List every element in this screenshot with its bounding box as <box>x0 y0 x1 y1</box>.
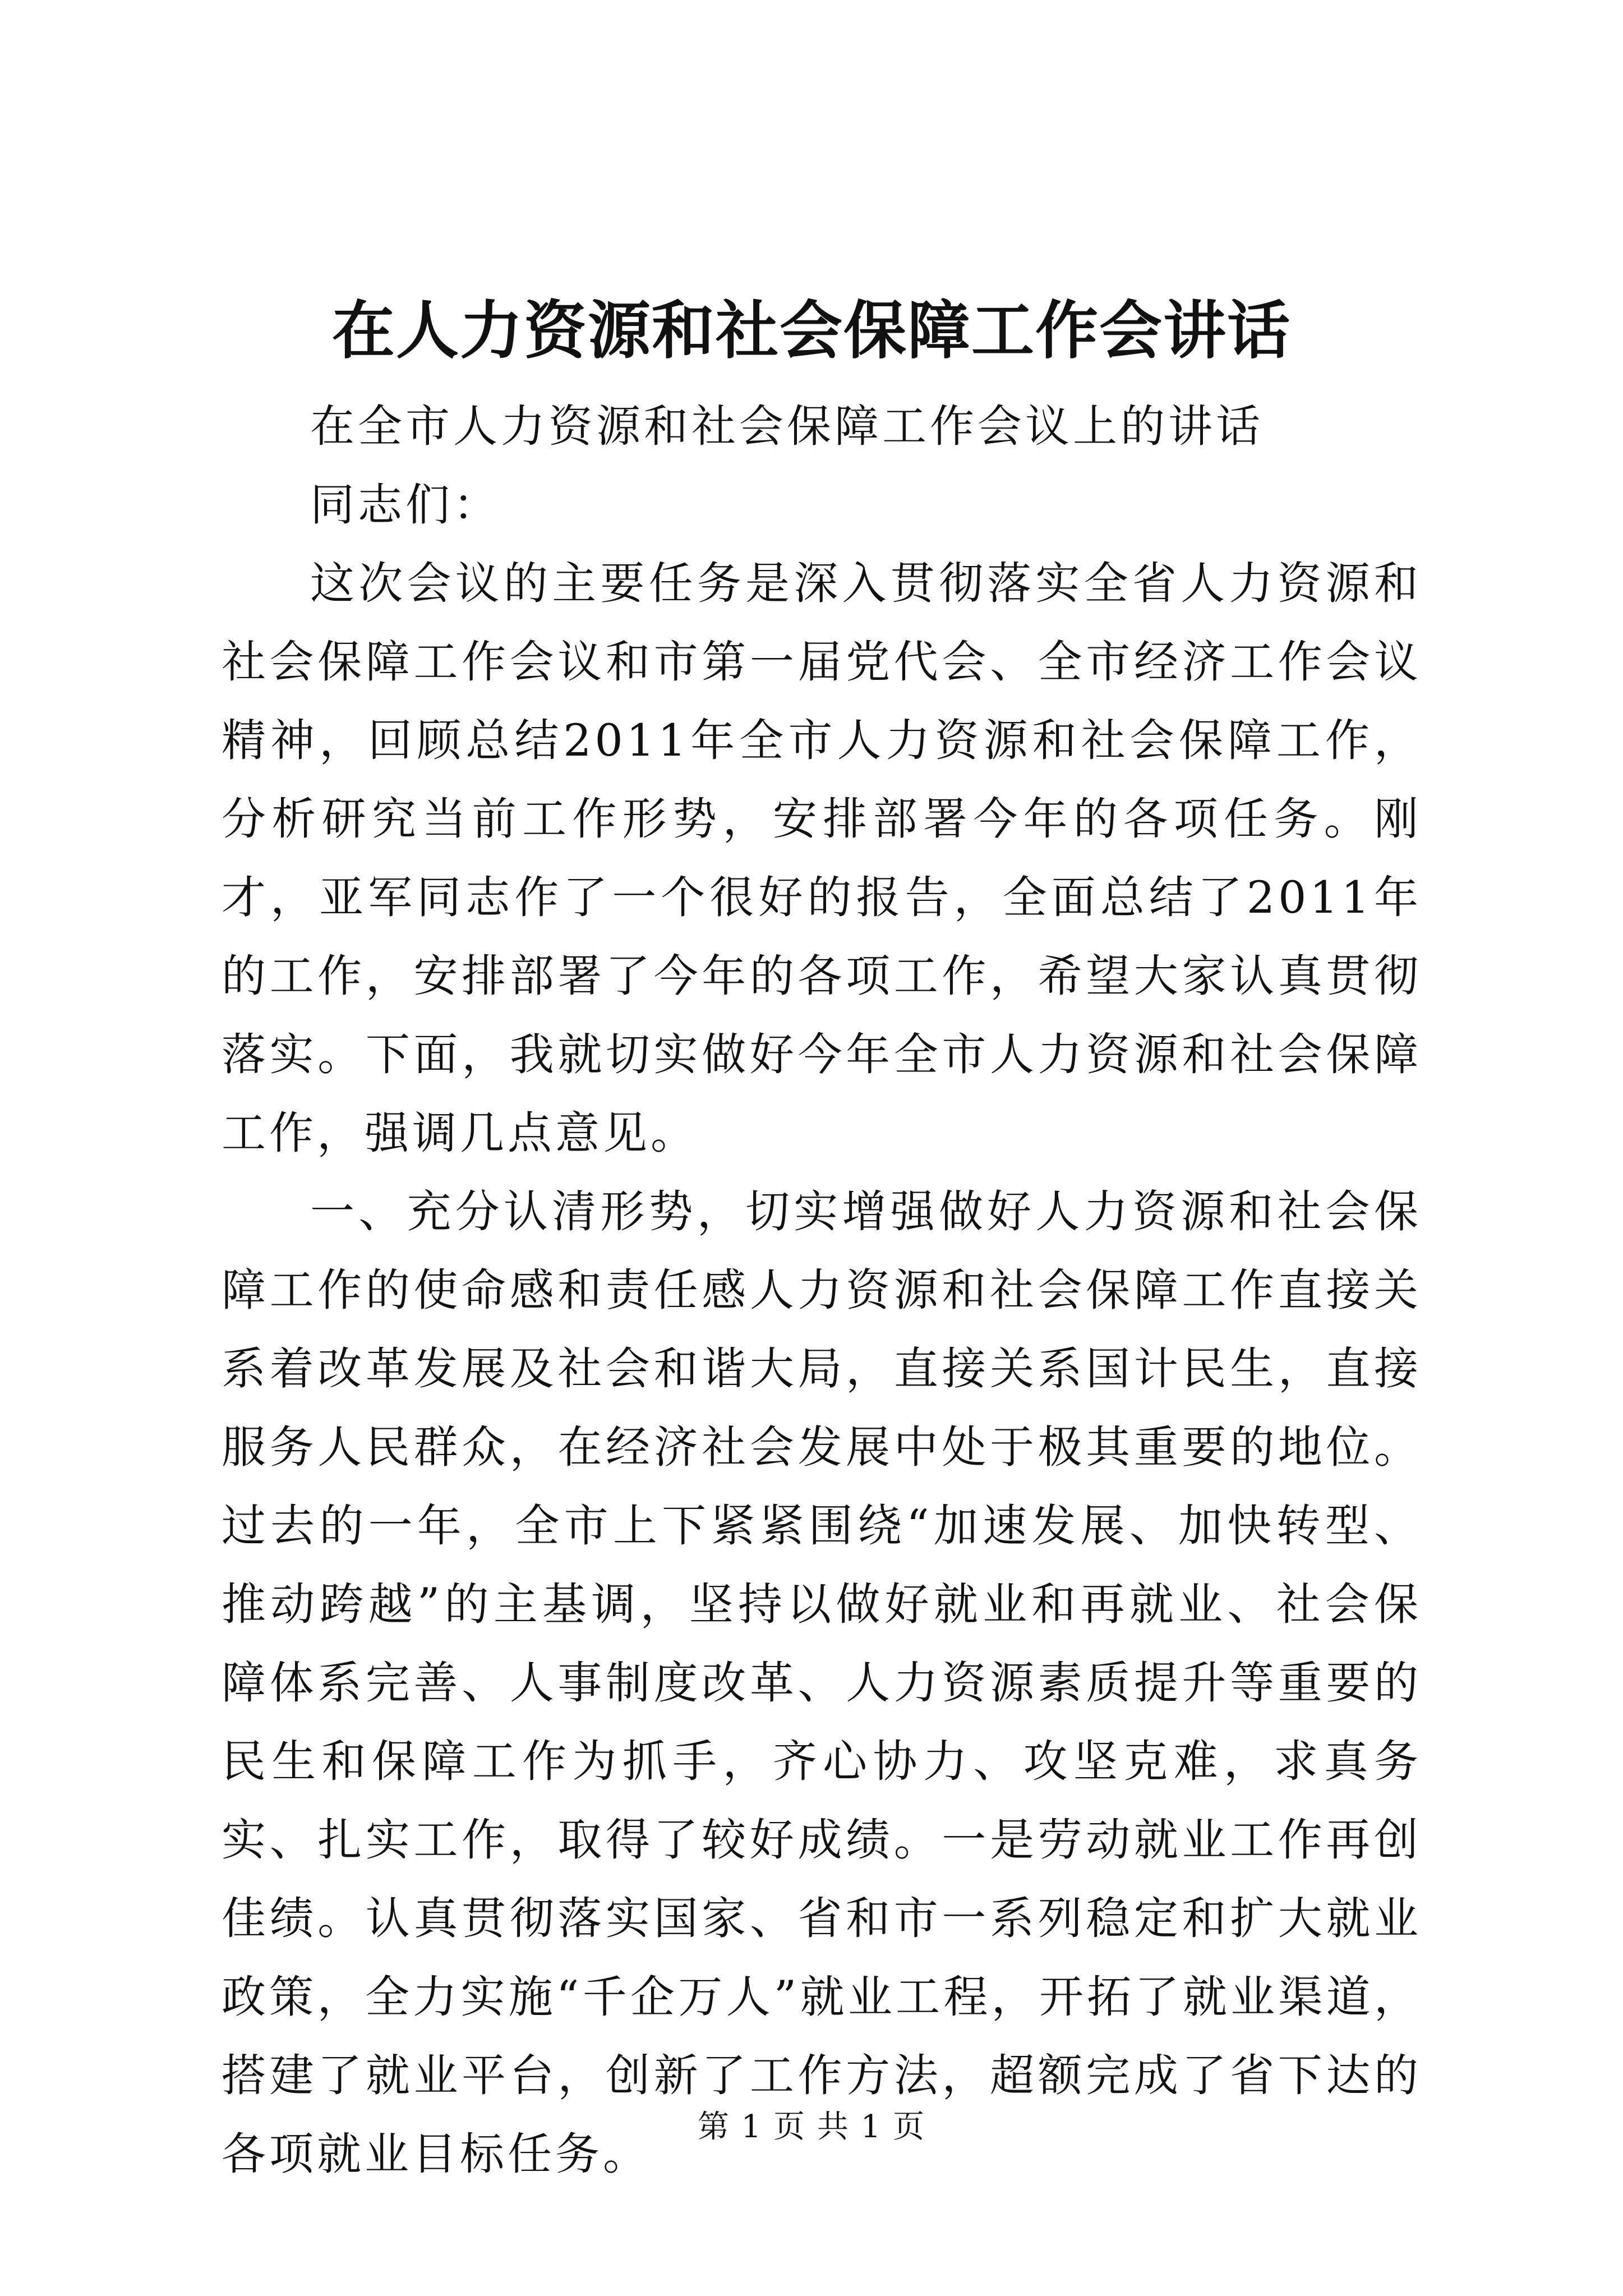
body-paragraph: 这次会议的主要任务是深入贯彻落实全省人力资源和社会保障工作会议和市第一届党代会、全市经济工作会议精神，回顾总结2011年全市人力资源和社会保障工作，分析研究当前工作形势，安排部署今年的各项任务。刚才，亚军同志作了一个很好的报告，全面总结了2011年的工作，安排部署了今年的各项工作，希望大家认真贯彻落实。下面，我就切实做好今年全市人力资源和社会保障工作，强调几点意见。 <box>222 558 1422 1159</box>
speech-subtitle: 在全市人力资源和社会保障工作会议上的讲话 <box>310 401 1264 452</box>
body-paragraph: 一、充分认清形势，切实增强做好人力资源和社会保障工作的使命感和责任感人力资源和社会保障工作直接关系着改革发展及社会和谐大局，直接关系国计民生，直接服务人民群众，在经济社会发展中处于极其重要的地位。过去的一年，全市上下紧紧围绕“加速发展、加快转型、推动跨越”的主基调，坚持以做好就业和再就业、社会保障体系完善、人事制度改革、人力资源素质提升等重要的民生和保障工作为抓手，齐心协力、攻坚克难，求真务实、扎实工作，取得了较好成绩。一是劳动就业工作再创佳绩。认真贯彻落实国家、省和市一系列稳定和扩大就业政策，全力实施“千企万人”就业工程，开拓了就业渠道，搭建了就业平台，创新了工作方法，超额完成了省下达的各项就业目标任务。 <box>222 1186 1422 2180</box>
salutation: 同志们： <box>310 479 501 531</box>
document-body <box>222 387 1422 2193</box>
document-title: 在人力资源和社会保障工作会讲话 <box>332 294 1291 367</box>
page-footer: 第 1 页 共 1 页 <box>697 2109 926 2145</box>
